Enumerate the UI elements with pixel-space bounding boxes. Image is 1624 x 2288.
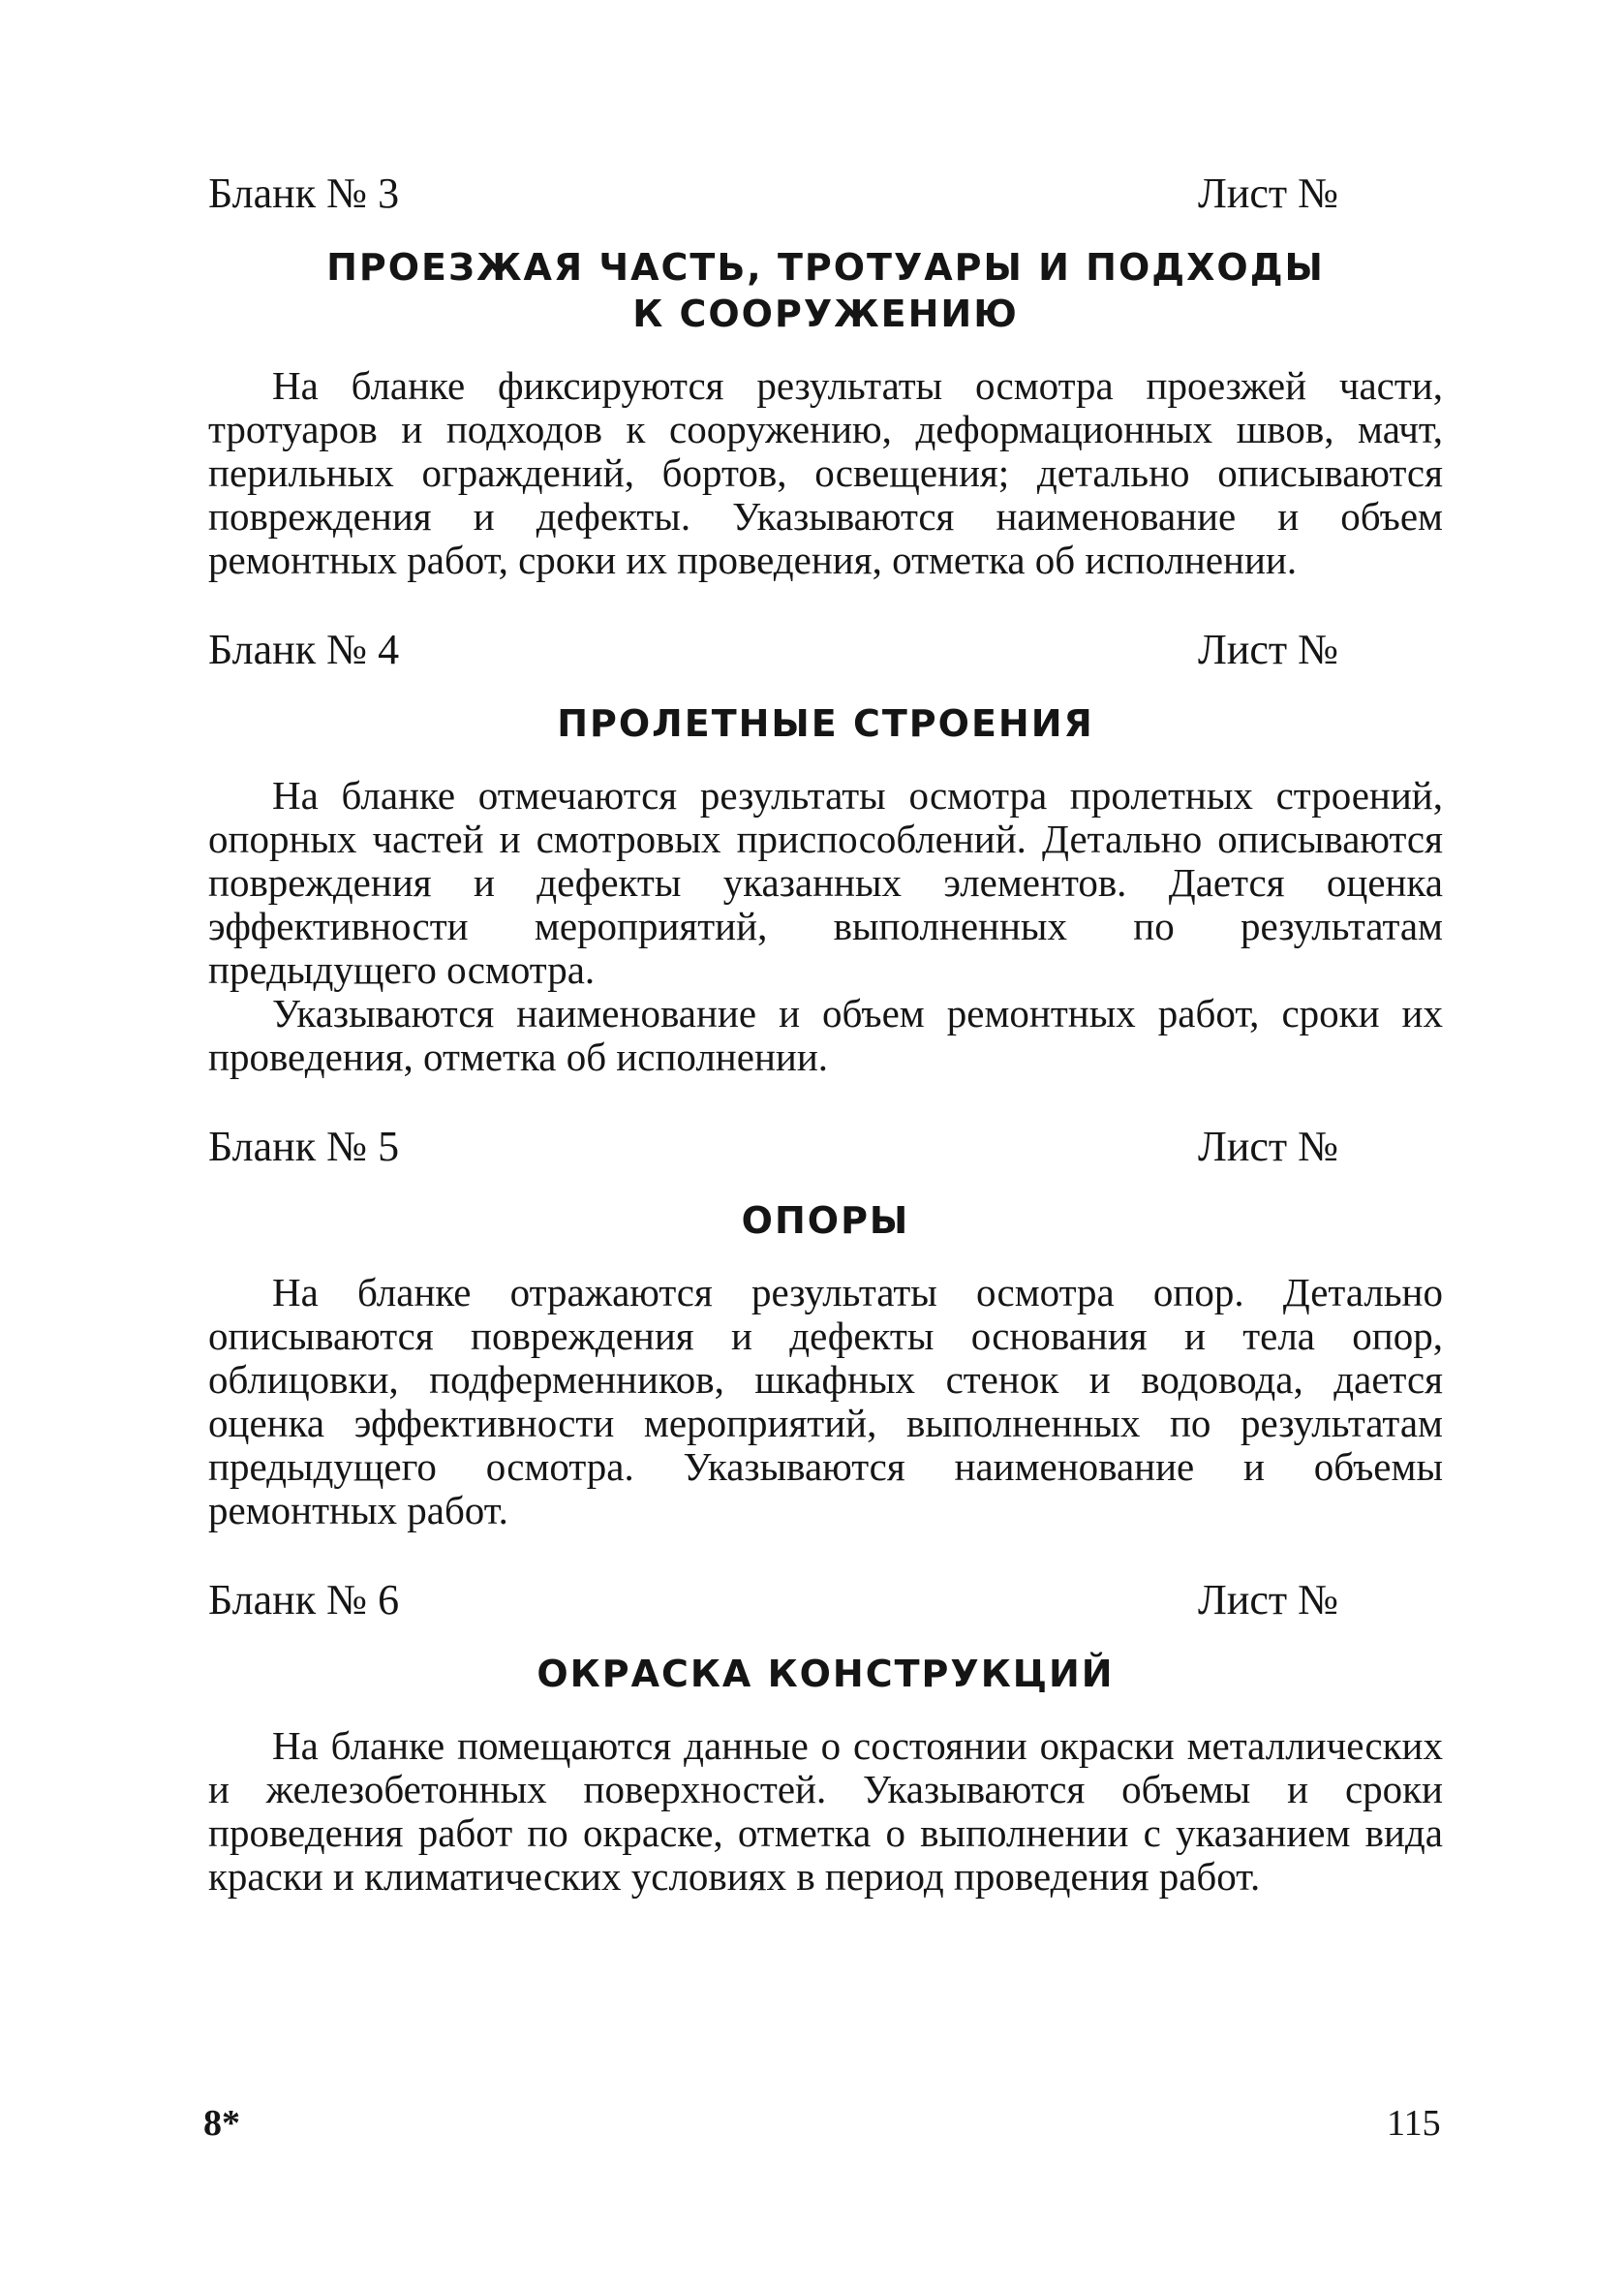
section-form-3: [208, 165, 1443, 582]
form-number: Бланк № 4: [208, 626, 400, 673]
page-number: 115: [1387, 2103, 1441, 2144]
section-form-5: [208, 1118, 1443, 1532]
form-header: [208, 1571, 1443, 1629]
paragraph: На бланке отмечаются результаты осмотра пролетных строений, опорных частей и смотровых приспособлений. Детально описываются повреждения и дефекты указанных элементов. Дается оценка эффективности мероприятий, выполненных по результатам предыдущего осмотра.: [208, 773, 1443, 992]
form-number: Бланк № 6: [208, 1576, 400, 1623]
paragraph: На бланке фиксируются результаты осмотра проезжей части, тротуаров и подходов к сооружению, деформационных швов, мачт, перильных ограждений, бортов, освещения; детально описываются повреждения и дефекты. Указываются наименование и объем ремонтных работ, сроки их проведения, отметка об исполнении.: [208, 363, 1443, 582]
paragraph: На бланке помещаются данные о состоянии окраски металлических и железобетонных поверхностей. Указываются объемы и сроки проведения работ по окраске, отметка о выполнении с указанием вида краски и климатических условиях в период проведения работ.: [208, 1723, 1443, 1899]
form-header: [208, 621, 1443, 679]
section-form-4: [208, 621, 1443, 1079]
form-number: Бланк № 5: [208, 1123, 400, 1170]
form-number: Бланк № 3: [208, 170, 400, 217]
paragraph: Указываются наименование и объем ремонтных работ, сроки их проведения, отметка об исполнении.: [208, 991, 1443, 1079]
paragraph: На бланке отражаются результаты осмотра опор. Детально описываются повреждения и дефекты основания и тела опор, облицовки, подферменников, шкафных стенок и водовода, дается оценка эффективности мероприятий, выполненных по результатам предыдущего осмотра. Указываются наименование и объемы ремонтных работ.: [208, 1270, 1443, 1532]
sheet-label: Лист №: [1198, 1576, 1339, 1623]
sheet-label: Лист №: [1198, 1123, 1339, 1170]
section-title: ПРОЛЕТНЫЕ СТРОЕНИЯ: [557, 702, 1094, 745]
form-header: [208, 165, 1443, 223]
section-title: ОПОРЫ: [741, 1199, 910, 1242]
section-title: ОКРАСКА КОНСТРУКЦИЙ: [536, 1653, 1115, 1695]
section-form-6: [208, 1571, 1443, 1899]
sheet-label: Лист №: [1198, 170, 1339, 217]
section-title: ПРОЕЗЖАЯ ЧАСТЬ, ТРОТУАРЫ И ПОДХОДЫ К СООРУЖЕНИЮ: [326, 246, 1325, 335]
signature-mark: 8*: [203, 2103, 240, 2144]
sheet-label: Лист №: [1198, 626, 1339, 673]
document-page: [208, 165, 1443, 1937]
form-header: [208, 1118, 1443, 1176]
